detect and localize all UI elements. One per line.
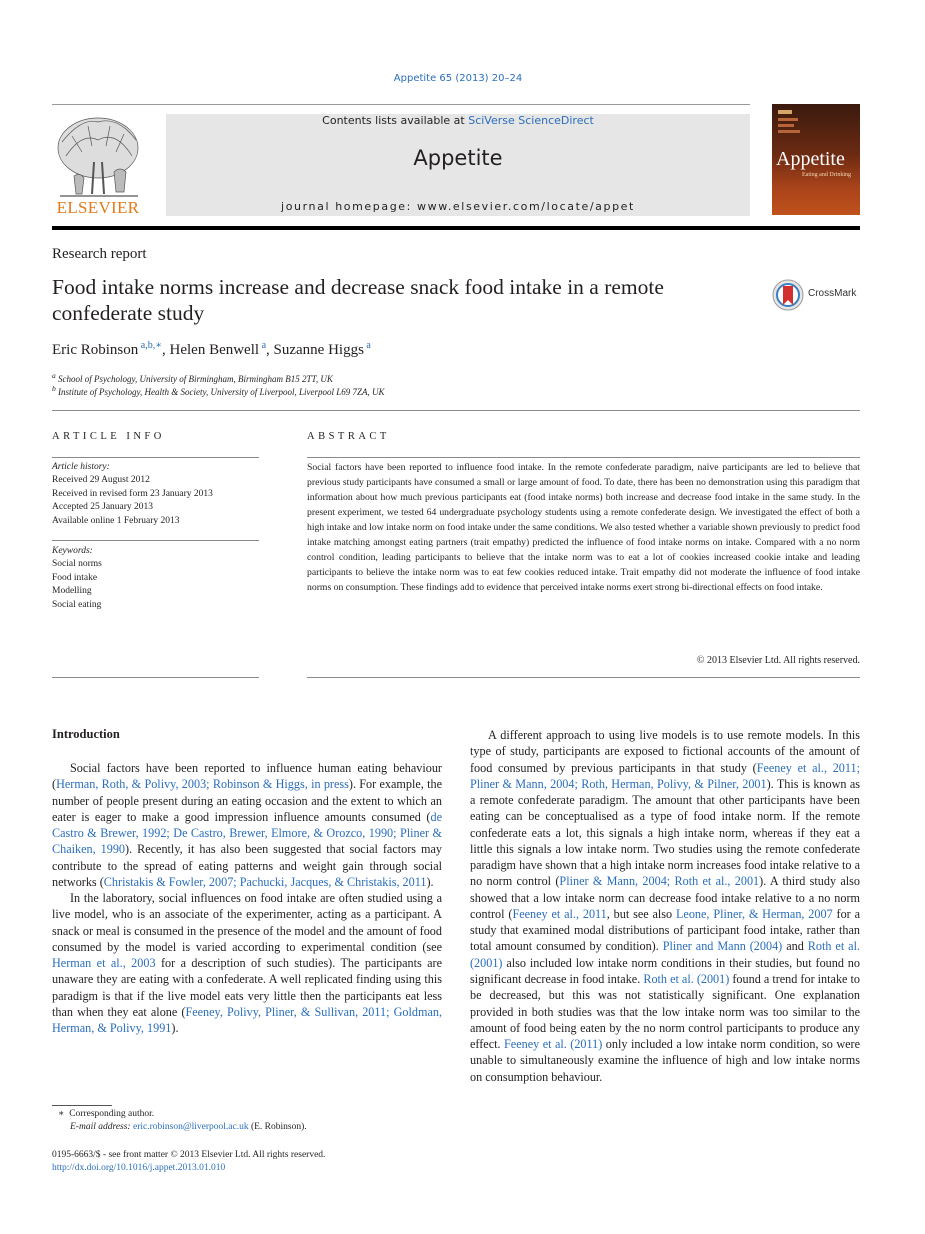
citation-link[interactable]: Herman et al., 2003 <box>52 956 156 971</box>
affiliation-mark: a <box>52 371 56 380</box>
contents-prefix: Contents lists available at <box>322 114 469 127</box>
cover-title: Appetite <box>776 148 845 170</box>
citation-link[interactable]: Roth et al. (2001) <box>643 971 730 986</box>
right-column <box>470 727 860 1085</box>
paragraph-text: and <box>782 939 808 954</box>
cover-decoration <box>772 104 860 144</box>
citation-link[interactable]: de Castro & Brewer, 1992; De Castro, Brewer, Elmore, & Orozco, 1990; Pliner & Chaiken, 1990 <box>52 809 442 857</box>
keywords-label: Keywords: <box>52 546 93 556</box>
affiliation-text: School of Psychology, University of Birmingham, Birmingham B15 2TT, UK <box>58 374 333 384</box>
email-suffix: (E. Robinson). <box>248 1122 307 1132</box>
keyword: Modelling <box>52 586 92 597</box>
article-info-rule <box>52 457 259 458</box>
paragraph-text: found a trend for intake to be decreased, but this was not statistically significant. One explanation provided in both studies was that the low intake norm was too similar to the amount of food being eaten by the no norm control participants to produce any effect. <box>470 971 860 1052</box>
citation-link[interactable]: Pliner and Mann (2004) <box>662 939 783 954</box>
keywords <box>52 545 259 612</box>
sciencedirect-link[interactable]: SciVerse ScienceDirect <box>468 114 594 127</box>
paragraph-text: ). <box>171 1021 179 1036</box>
author-separator: , <box>162 342 170 358</box>
crossmark-icon <box>772 279 804 311</box>
citation-link[interactable]: Feeney et al., 2011 <box>512 906 607 921</box>
article-history <box>52 461 259 528</box>
doi-link-text[interactable]: http://dx.doi.org/10.1016/j.appet.2013.01.010 <box>52 1163 226 1173</box>
author-separator: , <box>266 342 274 358</box>
journal-title: Appetite <box>413 146 503 170</box>
introduction-heading: Introduction <box>52 727 120 741</box>
history-accepted: Accepted 25 January 2013 <box>52 502 154 513</box>
author-list <box>52 340 371 359</box>
header-top-rule <box>52 104 750 105</box>
contents-line <box>166 114 750 127</box>
author-email-link[interactable]: eric.robinson@liverpool.ac.uk <box>132 1122 249 1132</box>
paragraph-text: , but see also <box>606 906 676 921</box>
paragraph-text: ). For example, the number of people present during an eating occasion and the extent to which an eater is eager to make a good impression influence amounts consumed ( <box>52 777 442 824</box>
keyword: Social eating <box>52 599 102 610</box>
paragraph-text: only included a low intake norm condition, so were unable to simultaneously examine the influence of high and low intake norms on consumption behaviour. <box>470 1037 860 1084</box>
abstract-copyright: © 2013 Elsevier Ltd. All rights reserved. <box>696 655 860 666</box>
paragraph-text: ). This is known as a remote confederate paradigm. The amount that other participants have been eating can be conceptualised as a type of food intake norm. If the remote confederate eats a lot, this signals a high intake norm, whereas if they eat a little this signals a low intake norm. Two studies using the remote confederate paradigm have shown that a high intake norm increases food intake relative to a no norm control ( <box>470 776 860 889</box>
citation-link[interactable]: Feeney, Polivy, Pliner, & Sullivan, 2011; Goldman, Herman, & Polivy, 1991 <box>52 1004 442 1036</box>
journal-homepage[interactable]: journal homepage: www.elsevier.com/locate/appet <box>281 200 635 213</box>
paragraph-text: ). A third study also showed that a low intake norm can decrease food intake relative to a no norm control ( <box>470 874 860 921</box>
paragraph-text: Social factors have been reported to influence human eating behaviour ( <box>52 761 442 792</box>
journal-reference[interactable]: Appetite 65 (2013) 20–24 <box>393 73 523 84</box>
journal-cover-image <box>772 104 860 215</box>
citation-link[interactable]: Herman, Roth, & Polivy, 2003; Robinson & Higgs, in press <box>56 777 349 792</box>
abstract-text: Social factors have been reported to influence food intake. In the remote confederate paradigm, naive participants are led to believe that previous study participants have consumed a small or large amount of food. To date, there has been no demonstration using this paradigm that information about how much previous participants eat (food intake norms) both increase and decrease food intake in the same study. In the present experiment, we tested 64 undergraduate psychology students using a remote confederate design. We investigated the effect of both a high intake and low intake norm on food intake under the same conditions. We also tested whether a variable shown previously to predict food intake matching amongst eating partners (trait empathy) predicted the influence of food intake norms on intake. Compared with a no norm control condition, leading participants to believe that the intake norm was to eat a lot of cookies increased cookie intake and leading participants to believe the intake norm was to eat few cookies reduced intake. Trait empathy did not moderate the influence of food intake norms on consumption. These findings add to evidence that perceived intake norms exert strong bi-directional effects on food intake. <box>307 462 860 593</box>
header-thick-rule <box>52 226 860 230</box>
affiliation-a <box>52 371 333 384</box>
intro-paragraph-3 <box>470 727 860 1085</box>
email-note <box>70 1122 307 1132</box>
paragraph-text: also included low intake norm conditions in their studies, but found no significant decrease in food intake. <box>470 955 860 986</box>
paragraph-text: A different approach to using live models is to use remote models. In this type of study, participants are exposed to fictional accounts of the amount of food consumed by previous participants in that study ( <box>470 728 860 775</box>
keywords-rule <box>52 540 259 541</box>
history-revised: Received in revised form 23 January 2013 <box>52 488 213 499</box>
footnote-mark: ∗ <box>58 1109 65 1119</box>
article-info-heading: ARTICLE INFO <box>52 431 165 442</box>
history-online: Available online 1 February 2013 <box>52 515 180 526</box>
history-received: Received 29 August 2012 <box>52 475 150 486</box>
affiliation-mark: b <box>52 384 56 393</box>
article-info-bottom-rule <box>52 677 259 678</box>
doi-link[interactable] <box>52 1163 225 1173</box>
paragraph-text: ). <box>426 874 434 889</box>
paragraph-text: for a study that examined modal distributions of participant food intake, rather than total amount consumed by condition). <box>470 906 860 954</box>
citation-link[interactable]: Feeney et al. (2011) <box>504 1037 603 1052</box>
author-name: Suzanne Higgs <box>273 342 364 358</box>
paragraph-text: ). Recently, it has also been suggested that social factors may contribute to the spread of eating patterns and weight gain through social networks ( <box>52 842 442 889</box>
corresponding-author-note <box>58 1108 154 1119</box>
intro-paragraph-1 <box>52 760 442 890</box>
email-label: E-mail address: <box>70 1122 133 1132</box>
abstract-heading: ABSTRACT <box>307 431 390 442</box>
paragraph-text: In the laboratory, social influences on food intake are often studied using a live model, who is an associate of the experimenter, acting as a participant. A snack or meal is consumed in the presence of the model and the amount of food consumed by the model is varied according to experimental condition (see <box>52 891 442 954</box>
affiliation-b <box>52 384 384 397</box>
cover-subtitle: Eating and Drinking <box>802 172 851 178</box>
author-name: Eric Robinson <box>52 342 139 358</box>
author-affiliation-mark[interactable]: a <box>363 340 371 351</box>
keyword: Social norms <box>52 559 102 570</box>
citation-link[interactable]: Pliner & Mann, 2004; Roth et al., 2001 <box>559 874 760 889</box>
abstract-rule <box>307 457 860 458</box>
author-affiliation-mark[interactable]: a <box>259 340 267 351</box>
crossmark-label: CrossMark <box>808 288 857 299</box>
author-affiliation-mark[interactable]: a,b,∗ <box>138 340 162 351</box>
author-name: Helen Benwell <box>169 342 260 358</box>
paragraph-text: for a description of such studies). The participants are unaware they are eating with a confederate. A well replicated finding using this paradigm is that if the live model eats very little then the participants eat less than when they eat alone ( <box>52 956 442 1019</box>
citation-link[interactable]: Christakis & Fowler, 2007; Pachucki, Jacques, & Christakis, 2011 <box>103 874 427 889</box>
intro-paragraph-2 <box>52 890 442 1036</box>
footnote-label: Corresponding author. <box>69 1109 155 1119</box>
affiliation-text: Institute of Psychology, Health & Society, University of Liverpool, Liverpool L69 7ZA, UK <box>58 387 385 397</box>
citation-link[interactable]: Feeney et al., 2011; Pliner & Mann, 2004; Roth, Herman, Polivy, & Pilner, 2001 <box>470 760 861 791</box>
history-label: Article history: <box>52 462 110 472</box>
article-type: Research report <box>52 246 147 262</box>
elsevier-wordmark: ELSEVIER <box>56 198 140 217</box>
abstract-bottom-rule <box>307 677 860 678</box>
footnote-rule <box>52 1105 112 1106</box>
left-column <box>52 760 442 1037</box>
title-separator <box>52 410 860 411</box>
issn-line: 0195-6663/$ - see front matter © 2013 Elsevier Ltd. All rights reserved. <box>52 1150 326 1160</box>
crossmark-badge[interactable] <box>772 279 862 311</box>
article-title: Food intake norms increase and decrease snack food intake in a remote confederate study <box>52 275 664 325</box>
citation-link[interactable]: Leone, Pliner, & Herman, 2007 <box>675 906 833 921</box>
keyword: Food intake <box>52 572 98 583</box>
citation-link[interactable]: Roth et al. (2001) <box>470 939 860 970</box>
